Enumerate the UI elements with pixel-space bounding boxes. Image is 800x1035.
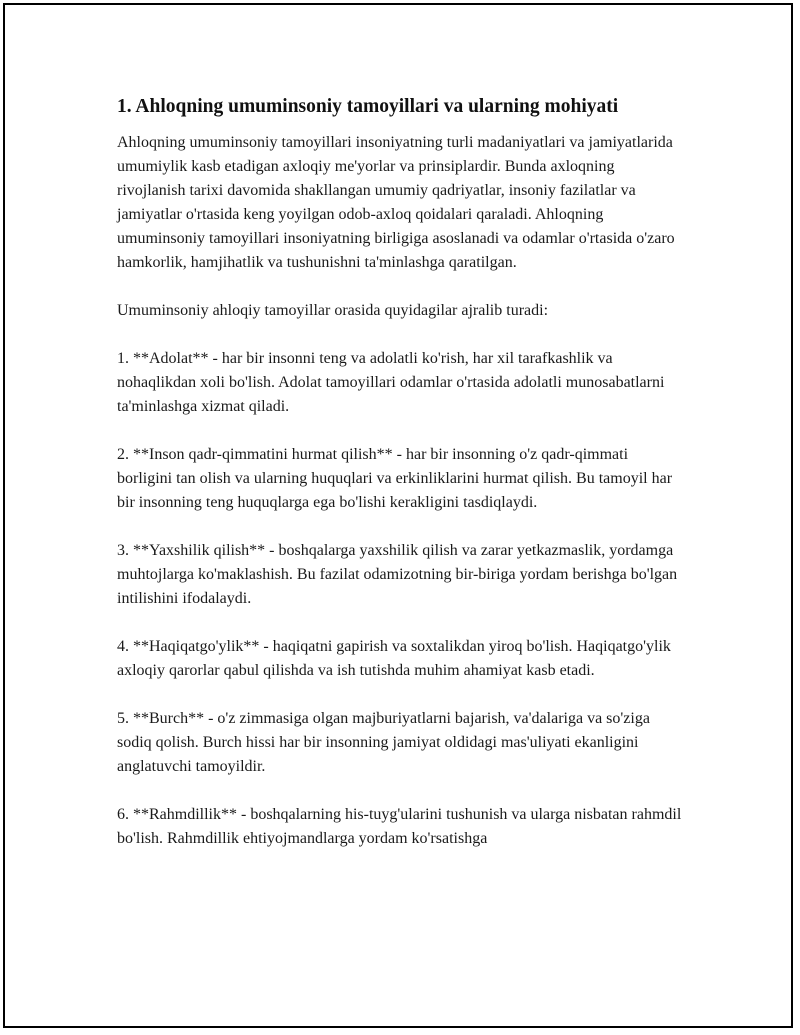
document-title: 1. Ahloqning umuminsoniy tamoyillari va ularning mohiyati xyxy=(117,96,619,117)
paragraph-gap xyxy=(117,683,683,707)
paragraph-gap xyxy=(117,323,683,347)
principle-inson-qadr-qimmati: 2. **Inson qadr-qimmatini hurmat qilish** - har bir insonning o'z qadr-qimmati borligini tan olish va ularning huquqlari va erkinliklarini hurmat qilish. Bu tamoyil har bir insonning teng huquqlarga ega bo'lishi kerakligini tasdiqlaydi. xyxy=(117,446,673,511)
principle-yaxshilik: 3. **Yaxshilik qilish** - boshqalarga yaxshilik qilish va zarar yetkazmaslik, yordamga muhtojlarga ko'maklashish. Bu fazilat odamizotning bir-biriga yordam berishga bo'lgan intilishini ifodalaydi. xyxy=(117,542,678,607)
paragraph-gap xyxy=(117,779,683,803)
paragraph-gap xyxy=(117,275,683,299)
principle-adolat: 1. **Adolat** - har bir insonni teng va adolatli ko'rish, har xil tarafkashlik va nohaqlikdan xoli bo'lish. Adolat tamoyillari odamlar o'rtasida adolatli munosabatlarni ta'minlashga xizmat qiladi. xyxy=(117,350,665,415)
principle-rahmdillik: 6. **Rahmdillik** - boshqalarning his-tuyg'ularini tushunish va ularga nisbatan rahmdil bo'lish. Rahmdillik ehtiyojmandlarga yordam ko'rsatishga xyxy=(117,806,682,847)
list-intro-paragraph: Umuminsoniy ahloqiy tamoyillar orasida quyidagilar ajralib turadi: xyxy=(117,302,549,319)
principle-haqiqatgoylik: 4. **Haqiqatgo'ylik** - haqiqatni gapirish va soxtalikdan yiroq bo'lish. Haqiqatgo'ylik axloqiy qarorlar qabul qilishda va ish tutishda muhim ahamiyat kasb etadi. xyxy=(117,638,671,679)
intro-paragraph: Ahloqning umuminsoniy tamoyillari insoniyatning turli madaniyatlari va jamiyatlarida umumiylik kasb etadigan axloqiy me'yorlar va prinsiplardir. Bunda axloqning rivojlanish tarixi davomida shakllangan umumiy qadriyatlar, insoniy fazilatlar va jamiyatlar o'rtasida keng yoyilgan odob-axloq qoidalari qaraladi. Ahloqning umuminsoniy tamoyillari insoniyatning birligiga asoslanadi va odamlar o'rtasida o'zaro hamkorlik, hamjihatlik va tushunishni ta'minlashga qaratilgan. xyxy=(117,134,675,271)
document-body xyxy=(117,95,683,851)
paragraph-gap xyxy=(117,515,683,539)
paragraph-gap xyxy=(117,611,683,635)
paragraph-gap xyxy=(117,419,683,443)
principle-burch: 5. **Burch** - o'z zimmasiga olgan majburiyatlarni bajarish, va'dalariga va so'ziga sodiq qolish. Burch hissi har bir insonning jamiyat oldidagi mas'uliyati ekanligini anglatuvchi tamoyildir. xyxy=(117,710,650,775)
